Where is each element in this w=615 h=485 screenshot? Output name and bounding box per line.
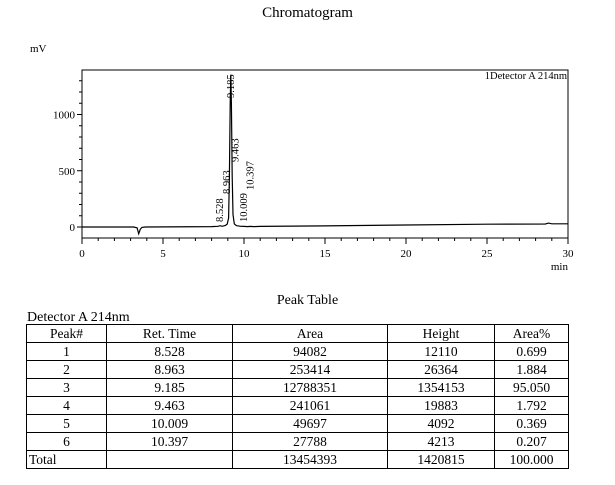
cell-height: 4092 <box>388 415 495 433</box>
cell-area-percent: 0.699 <box>495 343 569 361</box>
y-tick-label: 0 <box>69 222 75 234</box>
cell-total-area-percent: 100.000 <box>495 451 569 469</box>
cell-area-percent: 95.050 <box>495 379 569 397</box>
x-tick-label: 30 <box>562 248 574 260</box>
cell-total-area: 13454393 <box>233 451 388 469</box>
cell-ret-time: 9.185 <box>107 379 233 397</box>
cell-height: 26364 <box>388 361 495 379</box>
cell-peak: 3 <box>27 379 107 397</box>
x-tick-label: 25 <box>481 248 493 260</box>
x-tick-label: 5 <box>160 248 166 260</box>
header-height: Height <box>388 325 495 343</box>
table-row <box>27 415 569 433</box>
y-tick-label: 1000 <box>53 109 75 122</box>
cell-total-height: 1420815 <box>388 451 495 469</box>
peak-label: 8.528 <box>215 198 227 222</box>
header-area: Area <box>233 325 388 343</box>
cell-ret-time: 9.463 <box>107 397 233 415</box>
table-row <box>27 343 569 361</box>
x-tick-label: 20 <box>400 248 412 260</box>
plot-area-frame <box>82 70 568 238</box>
cell-area: 241061 <box>233 397 388 415</box>
peak-label: 8.963 <box>222 170 234 194</box>
peak-label: 9.185 <box>225 74 237 98</box>
cell-total-label: Total <box>27 451 107 469</box>
peak-table-title: Peak Table <box>276 293 339 308</box>
y-axis-label: mV <box>30 43 47 55</box>
chart-title: Chromatogram <box>262 5 353 21</box>
cell-peak: 1 <box>27 343 107 361</box>
y-tick-label: 500 <box>58 165 75 178</box>
cell-peak: 6 <box>27 433 107 451</box>
cell-peak: 2 <box>27 361 107 379</box>
peak-table <box>26 324 569 469</box>
legend-entry: 1Detector A 214nm <box>484 71 567 82</box>
cell-area: 27788 <box>233 433 388 451</box>
table-row <box>27 379 569 397</box>
cell-peak: 5 <box>27 415 107 433</box>
peak-table-header-row <box>27 325 569 343</box>
cell-ret-time: 10.009 <box>107 415 233 433</box>
cell-area-percent: 1.792 <box>495 397 569 415</box>
table-total-row <box>27 451 569 469</box>
cell-area: 94082 <box>233 343 388 361</box>
x-tick-label: 10 <box>238 248 250 260</box>
peak-label: 10.009 <box>239 193 251 222</box>
x-axis-label: min <box>550 261 568 273</box>
cell-area-percent: 0.207 <box>495 433 569 451</box>
peak-label: 10.397 <box>245 161 257 190</box>
cell-ret-time: 8.963 <box>107 361 233 379</box>
cell-ret-time: 10.397 <box>107 433 233 451</box>
cell-peak: 4 <box>27 397 107 415</box>
x-tick-label: 15 <box>319 248 331 260</box>
table-row <box>27 433 569 451</box>
header-peak: Peak# <box>27 325 107 343</box>
chromatogram-trace <box>82 75 568 234</box>
cell-total-ret-time <box>107 451 233 469</box>
cell-area: 12788351 <box>233 379 388 397</box>
peak-label: 9.463 <box>230 138 242 162</box>
cell-height: 1354153 <box>388 379 495 397</box>
cell-area: 253414 <box>233 361 388 379</box>
header-ret-time: Ret. Time <box>107 325 233 343</box>
cell-area-percent: 1.884 <box>495 361 569 379</box>
cell-area-percent: 0.369 <box>495 415 569 433</box>
cell-area: 49697 <box>233 415 388 433</box>
cell-height: 4213 <box>388 433 495 451</box>
table-row <box>27 361 569 379</box>
header-area-percent: Area% <box>495 325 569 343</box>
cell-height: 19883 <box>388 397 495 415</box>
x-tick-label: 0 <box>79 248 85 260</box>
detector-label: Detector A 214nm <box>27 310 130 325</box>
cell-height: 12110 <box>388 343 495 361</box>
cell-ret-time: 8.528 <box>107 343 233 361</box>
table-row <box>27 397 569 415</box>
